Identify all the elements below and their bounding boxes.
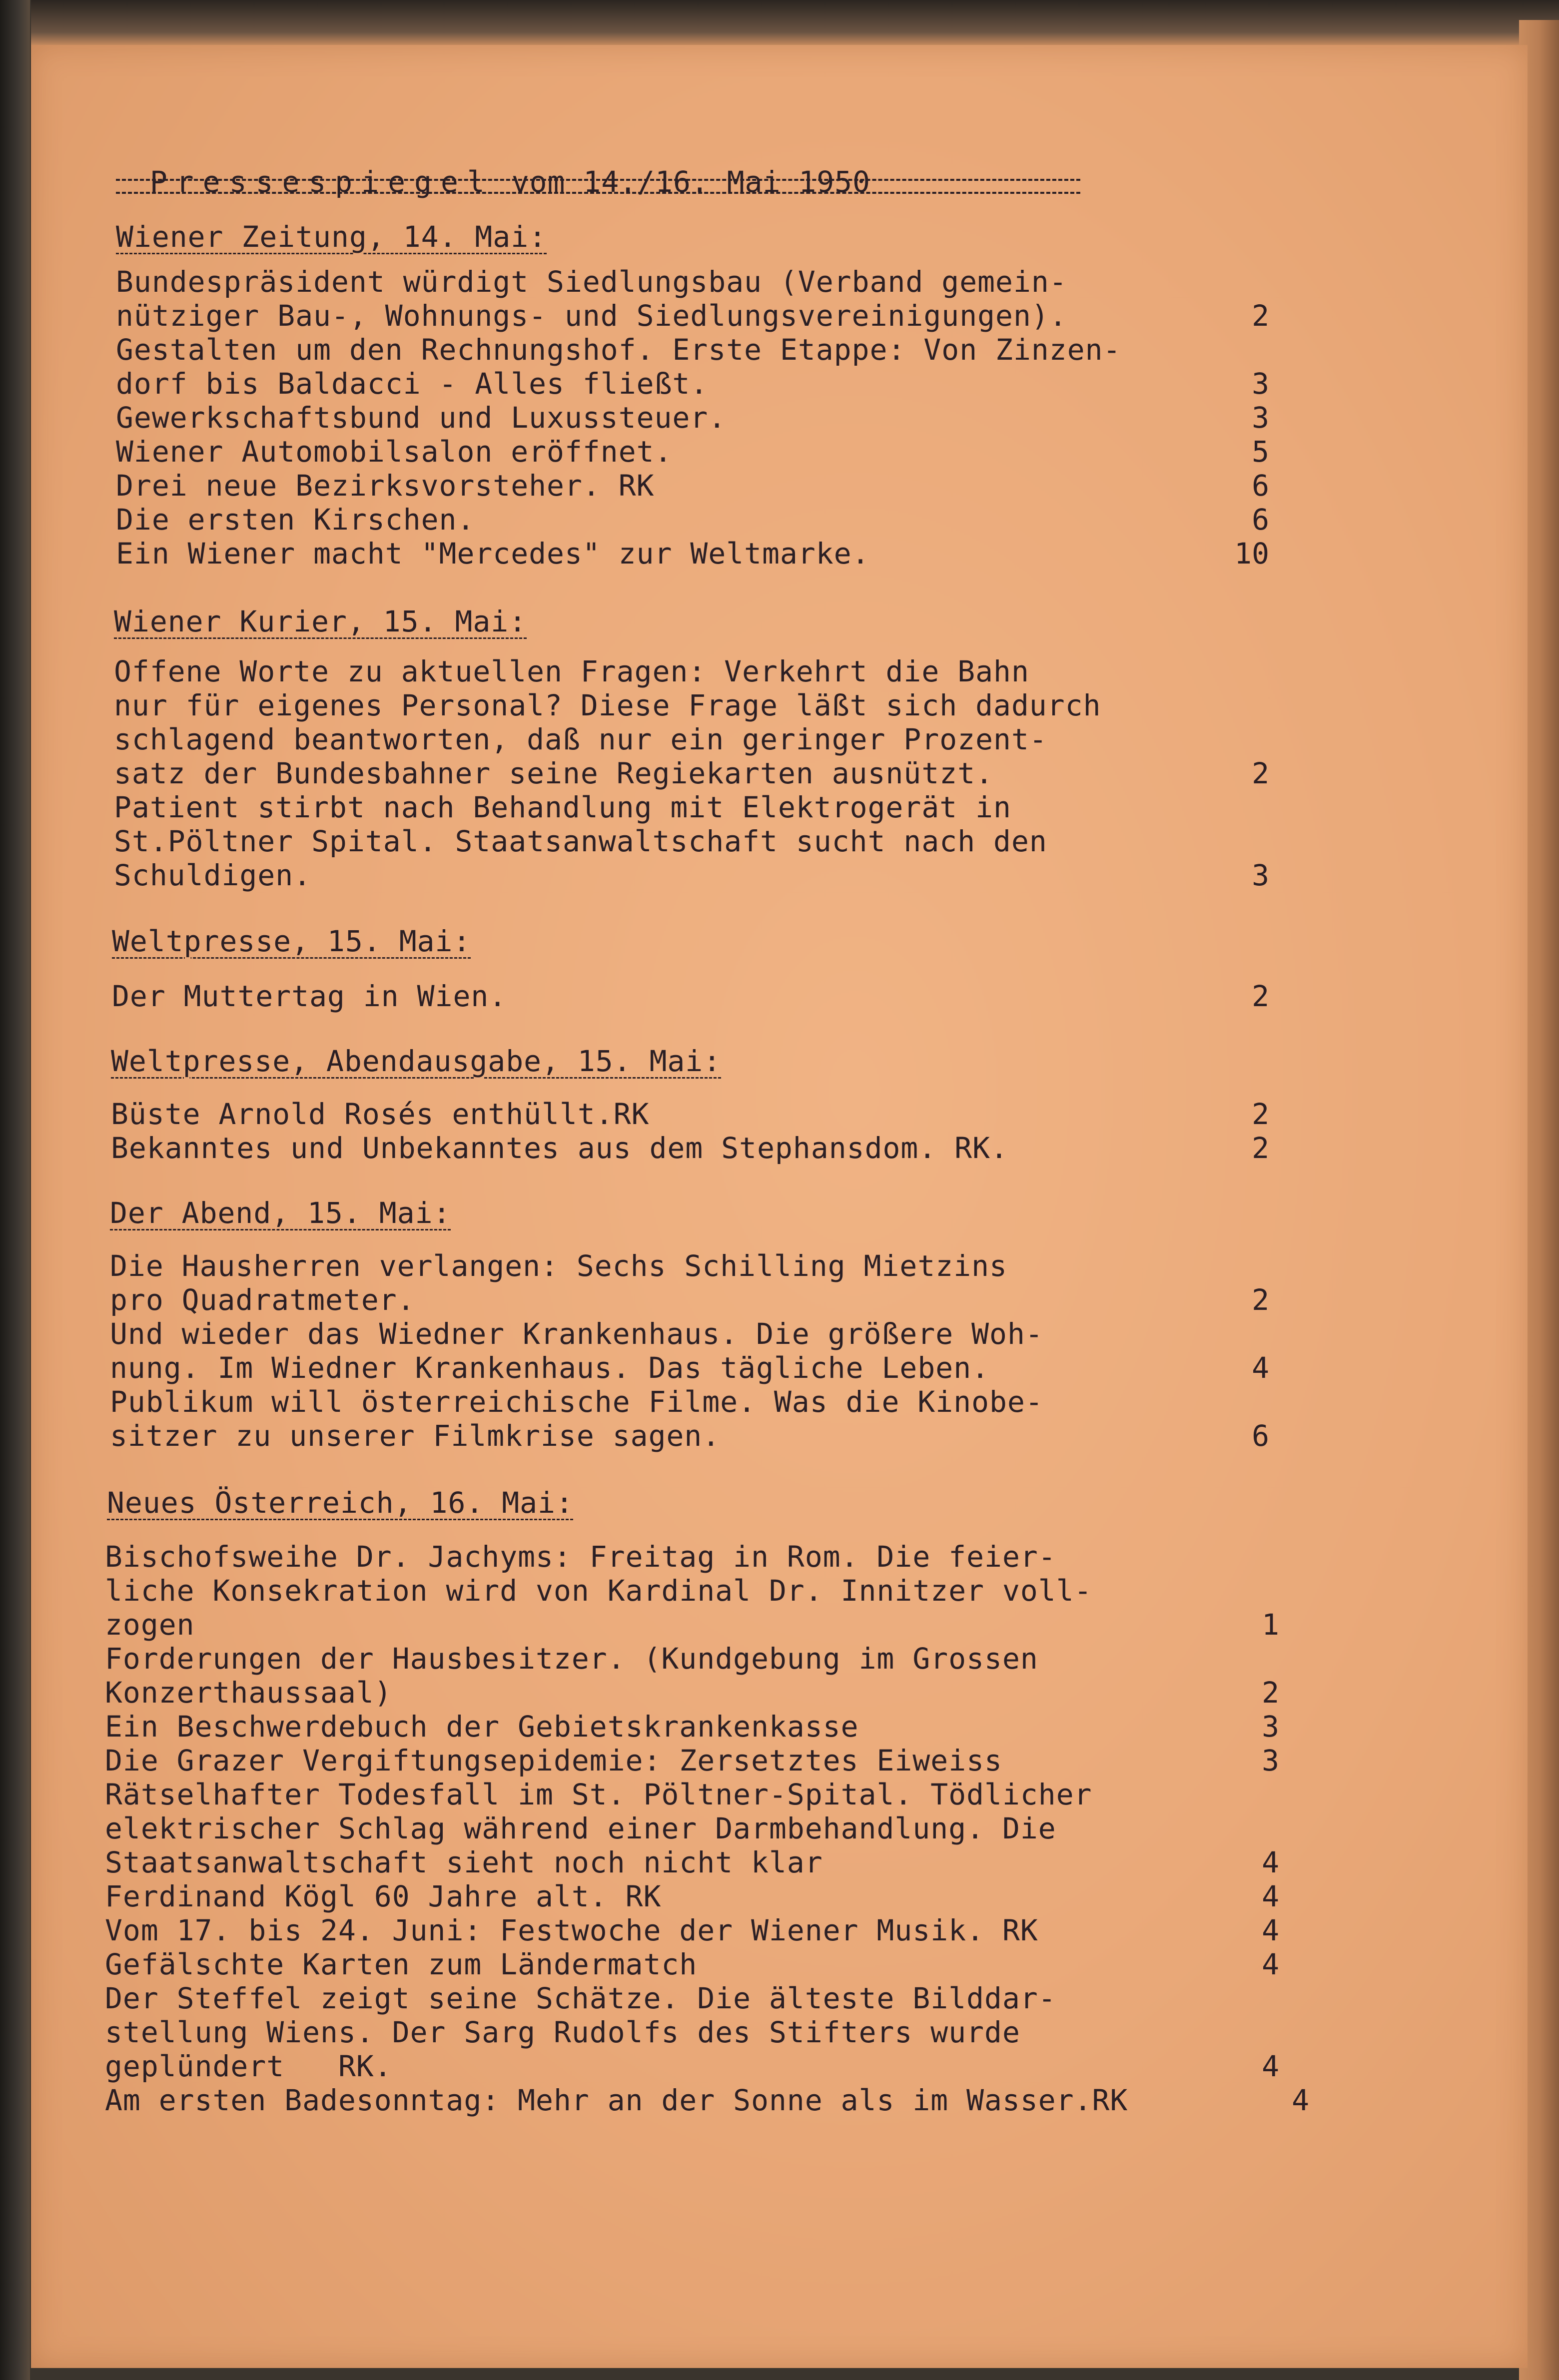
section-heading: Wiener Zeitung, 14. Mai: [116, 220, 547, 254]
list-item: Bundespräsident würdigt Siedlungsbau (Verband gemein- [116, 265, 1067, 299]
title-rule [116, 179, 1080, 194]
page-top-shadow [31, 0, 1559, 46]
section-heading: Weltpresse, Abendausgabe, 15. Mai: [111, 1044, 722, 1078]
list-item: Am ersten Badesonntag: Mehr an der Sonne als im Wasser.RK [105, 2083, 1128, 2117]
list-item: Bekanntes und Unbekanntes aus dem Stephansdom. RK. [111, 1131, 1008, 1165]
title-date: vom 14./16. Mai 1950 [511, 165, 871, 199]
section-neues-oesterreich [105, 1540, 1128, 2151]
list-item: satz der Bundesbahner seine Regiekarten ausnützt. [114, 756, 994, 790]
page-number: 3 [1252, 858, 1269, 892]
list-item: Drei neue Bezirksvorsteher. RK [116, 469, 655, 503]
list-item: St.Pöltner Spital. Staatsanwaltschaft sucht nach den [114, 824, 1047, 858]
page-number: 4 [1262, 1845, 1279, 1879]
list-item: Der Muttertag in Wien. [112, 979, 507, 1013]
list-item: Büste Arnold Rosés enthüllt.RK [111, 1097, 650, 1131]
page-number: 4 [1262, 2049, 1279, 2083]
page-number: 3 [1252, 367, 1269, 401]
page-number: 4 [1262, 1913, 1279, 1947]
page-number: 4 [1262, 1879, 1279, 1913]
list-item: Offene Worte zu aktuellen Fragen: Verkehrt die Bahn [114, 654, 1029, 688]
page-number: 2 [1252, 979, 1269, 1013]
list-item: Forderungen der Hausbesitzer. (Kundgebung im Grossen [105, 1642, 1038, 1676]
page-number: 6 [1252, 503, 1269, 537]
list-item: nur für eigenes Personal? Diese Frage läßt sich dadurch [114, 688, 1101, 722]
section-weltpresse [112, 979, 507, 1047]
page-number: 3 [1262, 1710, 1279, 1744]
page-number: 2 [1252, 1097, 1269, 1131]
list-item: Ferdinand Kögl 60 Jahre alt. RK [105, 1879, 662, 1913]
list-item: Gefälschte Karten zum Ländermatch [105, 1947, 698, 1981]
list-item: nütziger Bau-, Wohnungs- und Siedlungsvereinigungen). [116, 299, 1067, 333]
list-item: Publikum will österreichische Filme. Was die Kinobe- [110, 1385, 1043, 1419]
list-item: Der Steffel zeigt seine Schätze. Die älteste Bilddar- [105, 1981, 1056, 2015]
list-item: zogen [105, 1608, 195, 1642]
list-item: stellung Wiens. Der Sarg Rudolfs des Stifters wurde [105, 2015, 1020, 2049]
page-number: 6 [1252, 469, 1269, 503]
page-number: 3 [1262, 1744, 1279, 1778]
list-item: Die ersten Kirschen. [116, 503, 475, 537]
section-heading: Der Abend, 15. Mai: [110, 1196, 451, 1230]
list-item: pro Quadratmeter. [110, 1283, 415, 1317]
list-item: Die Hausherren verlangen: Sechs Schilling Mietzins [110, 1249, 1007, 1283]
list-item: elektrischer Schlag während einer Darmbehandlung. Die [105, 1811, 1056, 1845]
page-number: 4 [1252, 1351, 1269, 1385]
section-wiener-kurier [114, 654, 1101, 926]
page-number: 2 [1262, 1676, 1279, 1710]
list-item: Wiener Automobilsalon eröffnet. [116, 435, 673, 469]
page-number: 2 [1252, 756, 1269, 790]
page-number: 2 [1252, 1131, 1269, 1165]
list-item: Konzerthaussaal) [105, 1676, 392, 1710]
section-weltpresse-abend [111, 1097, 1008, 1199]
binding-edge [0, 0, 30, 2380]
list-item: Bischofsweihe Dr. Jachyms: Freitag in Rom. Die feier- [105, 1540, 1056, 1574]
section-der-abend [110, 1249, 1043, 1487]
list-item: Vom 17. bis 24. Juni: Festwoche der Wiener Musik. RK [105, 1913, 1038, 1947]
page-number: 3 [1252, 401, 1269, 435]
page-number: 2 [1252, 299, 1269, 333]
section-heading: Neues Österreich, 16. Mai: [107, 1486, 574, 1520]
list-item: Patient stirbt nach Behandlung mit Elektrogerät in [114, 790, 1011, 824]
list-item: dorf bis Baldacci - Alles fließt. [116, 367, 709, 401]
page-number: 6 [1252, 1419, 1269, 1453]
page-number: 10 [1234, 537, 1269, 571]
list-item: Und wieder das Wiedner Krankenhaus. Die größere Woh- [110, 1317, 1043, 1351]
section-wiener-zeitung [116, 265, 1121, 604]
list-item: Die Grazer Vergiftungsepidemie: Zersetztes Eiweiss [105, 1744, 1002, 1778]
list-item: Gestalten um den Rechnungshof. Erste Etappe: Von Zinzen- [116, 333, 1121, 367]
list-item: nung. Im Wiedner Krankenhaus. Das tägliche Leben. [110, 1351, 990, 1385]
list-item: liche Konsekration wird von Kardinal Dr. Innitzer voll- [105, 1574, 1092, 1608]
list-item: Ein Beschwerdebuch der Gebietskrankenkasse [105, 1710, 859, 1744]
page-number: 5 [1252, 435, 1269, 469]
page-number: 4 [1292, 2083, 1309, 2117]
list-item: sitzer zu unserer Filmkrise sagen. [110, 1419, 721, 1453]
page-number: 1 [1262, 1608, 1279, 1642]
page-number: 2 [1252, 1283, 1269, 1317]
title-pressespiegel: Pressespiegel [149, 165, 494, 199]
list-item: Staatsanwaltschaft sieht noch nicht klar [105, 1845, 823, 1879]
page-number: 4 [1262, 1947, 1279, 1981]
list-item: geplündert RK. [105, 2049, 392, 2083]
list-item: schlagend beantworten, daß nur ein geringer Prozent- [114, 722, 1047, 756]
list-item: Gewerkschaftsbund und Luxussteuer. [116, 401, 727, 435]
section-heading: Weltpresse, 15. Mai: [112, 924, 471, 958]
list-item: Rätselhafter Todesfall im St. Pöltner-Spital. Tödlicher [105, 1778, 1092, 1811]
section-heading: Wiener Kurier, 15. Mai: [114, 604, 527, 638]
list-item: Schuldigen. [114, 858, 312, 892]
list-item: Ein Wiener macht "Mercedes" zur Weltmarke. [116, 537, 870, 571]
